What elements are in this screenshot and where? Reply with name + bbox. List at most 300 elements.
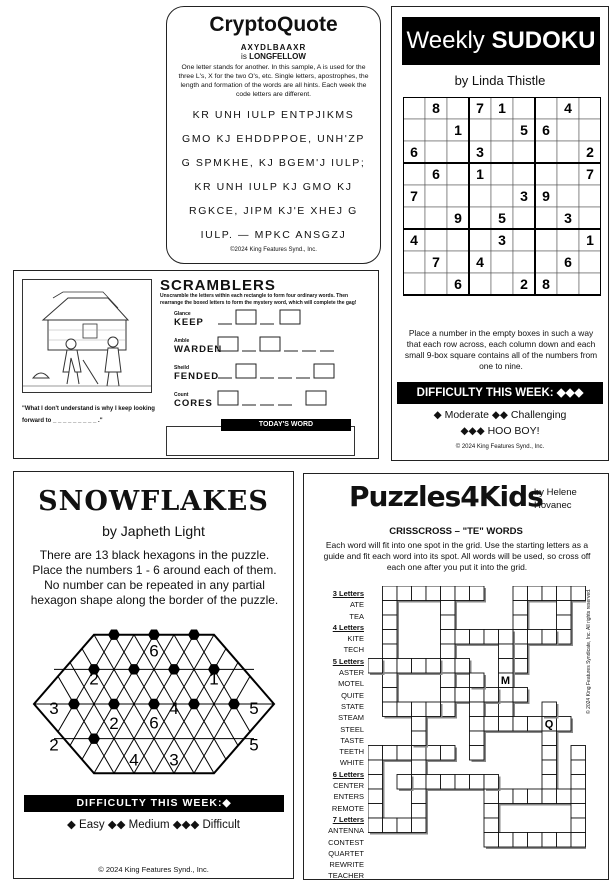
cryptoquote-description: One letter stands for another. In this sample, A is used for the three L's, X for the two O's, etc. Single letters, apostrophes, the length and formation of the words are all hints. Each week the code letters are different.: [178, 64, 369, 98]
crisscross-cell[interactable]: [441, 702, 458, 719]
sudoku-header: [402, 17, 600, 65]
crisscross-cell[interactable]: [412, 760, 429, 777]
crisscross-cell[interactable]: [470, 673, 487, 690]
sudoku-cell[interactable]: [535, 141, 557, 163]
sudoku-cell[interactable]: [425, 97, 447, 119]
snowflakes-copyright: © 2024 King Features Synd., Inc.: [98, 865, 209, 874]
crisscross-cell[interactable]: [412, 775, 429, 792]
crisscross-cell[interactable]: [426, 586, 443, 603]
crisscross-cell[interactable]: [499, 644, 516, 661]
crisscross-cell[interactable]: [542, 630, 559, 647]
snowflakes-description: There are 13 black hexagons in the puzzle. Place the numbers 1 - 6 around each of them. No number can be repeated in any partial hexagon shape along the border of the puzzle.: [30, 548, 279, 607]
snowflake-given-number: 2: [49, 735, 59, 755]
crisscross-given-letter: M: [500, 675, 511, 687]
sudoku-cell[interactable]: [447, 229, 469, 251]
crisscross-cell[interactable]: [412, 789, 429, 806]
sudoku-cell[interactable]: [491, 141, 513, 163]
crisscross-cell[interactable]: [383, 818, 400, 835]
word-list-item: KITE: [347, 634, 364, 644]
sudoku-cell[interactable]: [557, 97, 579, 119]
sudoku-cell[interactable]: [557, 163, 579, 185]
crisscross-cell[interactable]: [571, 775, 586, 792]
crisscross-cell[interactable]: [528, 833, 545, 850]
crisscross-cell[interactable]: [383, 688, 400, 705]
sudoku-cell[interactable]: [579, 185, 601, 207]
crisscross-cell[interactable]: [499, 717, 516, 734]
scramble-hint: Amble: [174, 338, 190, 344]
crisscross-cell[interactable]: [397, 586, 414, 603]
scramblers-panel: [13, 270, 379, 459]
scramble-hint: Glance: [174, 311, 191, 317]
crisscross-cell[interactable]: [571, 586, 586, 603]
cryptoquote-line: KR UNH IULP KJ GMO KJ: [194, 181, 353, 193]
snowflake-given-number: 2: [109, 714, 119, 733]
crisscross-cell[interactable]: [397, 659, 414, 676]
sudoku-cell[interactable]: [447, 273, 469, 295]
crisscross-description: Each word will fit into one spot in the grid. Use the starting letters as a guide and fit each word into its spot. All words will be used, so cross off each one after you put it into the grid.: [323, 540, 591, 572]
crisscross-cell[interactable]: [513, 644, 530, 661]
crisscross-cell[interactable]: [470, 731, 487, 748]
sudoku-cell[interactable]: [491, 229, 513, 251]
crisscross-cell[interactable]: [499, 789, 516, 806]
crisscross-cell[interactable]: [528, 630, 545, 647]
sudoku-cell[interactable]: [579, 251, 601, 273]
snowflakes-hex-grid[interactable]: [32, 622, 277, 792]
scramblers-title: SCRAMBLERS: [160, 277, 276, 294]
sudoku-cell[interactable]: [513, 251, 535, 273]
sudoku-cell[interactable]: [491, 251, 513, 273]
sudoku-cell[interactable]: [447, 141, 469, 163]
snowflake-given-number: 1: [209, 669, 219, 689]
crisscross-cell[interactable]: [441, 673, 458, 690]
puzzles4kids-side-note: © 2024 King Features Syndicate, Inc. All rights reserved.: [586, 588, 592, 714]
sudoku-cell[interactable]: [513, 97, 535, 119]
crisscross-cell[interactable]: [412, 586, 429, 603]
sudoku-cell[interactable]: [447, 185, 469, 207]
sudoku-cell[interactable]: [513, 141, 535, 163]
sudoku-cell[interactable]: [535, 273, 557, 295]
sudoku-cell[interactable]: [513, 185, 535, 207]
sudoku-given: 4: [410, 232, 418, 248]
sudoku-cell[interactable]: [491, 119, 513, 141]
sudoku-cell[interactable]: [535, 207, 557, 229]
crisscross-cell[interactable]: [412, 717, 429, 734]
crisscross-cell[interactable]: [441, 615, 458, 632]
word-list-item: TASTE: [340, 735, 364, 745]
crisscross-cell[interactable]: [368, 789, 385, 806]
cryptoquote-panel: [166, 6, 381, 264]
crisscross-cell[interactable]: [412, 804, 429, 821]
sudoku-cell[interactable]: [491, 97, 513, 119]
snowflakes-panel: [13, 471, 294, 879]
crisscross-cell[interactable]: [383, 615, 400, 632]
snowflake-given-number: 6: [149, 641, 159, 661]
sudoku-cell[interactable]: [557, 251, 579, 273]
sudoku-given: 9: [542, 188, 550, 204]
sudoku-given: 7: [586, 166, 594, 182]
snowflake-given-number: 3: [169, 750, 179, 770]
crisscross-cell[interactable]: [441, 644, 458, 661]
crisscross-cell[interactable]: [441, 746, 458, 763]
cryptoquote-sample-code: AXYDLBAAXR: [240, 43, 307, 52]
snowflake-given-number: 5: [249, 735, 259, 755]
sudoku-cell[interactable]: [447, 251, 469, 273]
crisscross-cell[interactable]: [470, 586, 487, 603]
sudoku-cell[interactable]: [579, 229, 601, 251]
crisscross-cell[interactable]: [368, 659, 385, 676]
crisscross-cell[interactable]: [455, 630, 472, 647]
sudoku-cell[interactable]: [557, 273, 579, 295]
crisscross-cell[interactable]: [571, 833, 586, 850]
sudoku-cell[interactable]: [403, 97, 425, 119]
word-list-item: TECH: [343, 645, 364, 655]
crisscross-cell[interactable]: [484, 789, 501, 806]
crisscross-cell[interactable]: [397, 746, 414, 763]
crisscross-cell[interactable]: [383, 659, 400, 676]
sudoku-given: 1: [476, 166, 484, 182]
scramble-word: KEEP: [174, 317, 204, 328]
sudoku-byline: by Linda Thistle: [454, 73, 546, 88]
crisscross-cell[interactable]: [528, 717, 545, 734]
crisscross-cell[interactable]: [571, 760, 586, 777]
crisscross-cell[interactable]: [513, 833, 530, 850]
crisscross-grid[interactable]: [368, 586, 586, 876]
crisscross-cell[interactable]: [368, 804, 385, 821]
cryptoquote-line: G SPMKHE, KJ BGEM'J IULP;: [181, 157, 366, 169]
crisscross-word-list: [310, 588, 364, 882]
crisscross-cell[interactable]: [426, 702, 443, 719]
crisscross-cell[interactable]: [542, 746, 559, 763]
crisscross-cell[interactable]: [542, 702, 559, 719]
crisscross-cell[interactable]: [513, 586, 530, 603]
scramble-hint: Sheild: [174, 365, 190, 371]
sudoku-given: 8: [432, 100, 440, 116]
sudoku-cell[interactable]: [579, 207, 601, 229]
crisscross-cell[interactable]: [441, 586, 458, 603]
sudoku-given: 6: [542, 122, 550, 138]
crisscross-cell[interactable]: [499, 833, 516, 850]
puzzles4kids-byline: by Helene Hovanec: [534, 487, 577, 511]
crisscross-cell[interactable]: [470, 746, 487, 763]
scramblers-caption: "What I don't understand is why I keep looking forward to _ _ _ _ _ _ _ _ _ .": [22, 406, 155, 424]
sudoku-cell[interactable]: [491, 185, 513, 207]
crisscross-cell[interactable]: [397, 702, 414, 719]
sudoku-cell[interactable]: [579, 119, 601, 141]
word-list-item: STEEL: [340, 724, 364, 734]
sudoku-given: 6: [564, 254, 572, 270]
sudoku-cell[interactable]: [425, 251, 447, 273]
crisscross-cell[interactable]: [368, 760, 385, 777]
crisscross-cell[interactable]: [397, 775, 414, 792]
crisscross-cell[interactable]: [513, 717, 530, 734]
crisscross-cell[interactable]: [455, 586, 472, 603]
crisscross-cell[interactable]: [542, 775, 559, 792]
crisscross-cell[interactable]: [484, 630, 501, 647]
crisscross-cell[interactable]: [383, 644, 400, 661]
crisscross-cell[interactable]: [557, 615, 574, 632]
crisscross-cell[interactable]: [484, 717, 501, 734]
word-list-item: WHITE: [339, 758, 364, 768]
sudoku-panel: [391, 6, 609, 461]
snowflake-given-number: 2: [89, 669, 99, 689]
crisscross-cell[interactable]: [528, 586, 545, 603]
crisscross-cell[interactable]: [441, 601, 458, 618]
sudoku-title-light: Weekly: [406, 27, 492, 54]
crisscross-cell[interactable]: [470, 630, 487, 647]
sudoku-given: 4: [476, 254, 484, 270]
crisscross-cell[interactable]: [484, 688, 501, 705]
word-group-header: 6 Letters: [332, 769, 364, 779]
sudoku-cell[interactable]: [557, 119, 579, 141]
sudoku-cell[interactable]: [469, 119, 491, 141]
crisscross-cell[interactable]: [470, 775, 487, 792]
crisscross-cell[interactable]: [542, 760, 559, 777]
snowflakes-title: SNOWFLAKES: [38, 486, 269, 517]
word-list-item: REMOTE: [331, 803, 364, 813]
crisscross-cell[interactable]: [412, 731, 429, 748]
crisscross-cell[interactable]: [383, 601, 400, 618]
sudoku-cell[interactable]: [403, 141, 425, 163]
word-list-item: ENTERS: [333, 792, 364, 802]
sudoku-cell[interactable]: [513, 207, 535, 229]
cryptoquote-copyright: ©2024 King Features Synd., Inc.: [230, 247, 317, 253]
snowflake-given-number: 4: [129, 750, 139, 770]
crisscross-cell[interactable]: [470, 702, 487, 719]
snowflakes-levels: ◆ Easy ◆◆ Medium ◆◆◆ Difficult: [67, 819, 240, 831]
cryptoquote-line: IULP. — MPKC ANSGZJ: [200, 229, 347, 241]
sudoku-given: 1: [586, 232, 594, 248]
scramble-word: CORES: [174, 398, 213, 409]
crisscross-cell[interactable]: [499, 659, 516, 676]
crisscross-cell[interactable]: [528, 789, 545, 806]
crisscross-given-letter: Q: [544, 718, 554, 731]
sudoku-cell[interactable]: [579, 97, 601, 119]
sudoku-cell[interactable]: [469, 251, 491, 273]
sudoku-title-bold: SUDOKU: [491, 27, 596, 54]
crisscross-cell[interactable]: [557, 601, 574, 618]
crisscross-cell[interactable]: [484, 775, 501, 792]
cryptoquote-line: GMO KJ EHDDPPOE, UNH'ZP: [182, 133, 365, 145]
crisscross-cell[interactable]: [426, 659, 443, 676]
sudoku-cell[interactable]: [469, 163, 491, 185]
sudoku-cell[interactable]: [403, 229, 425, 251]
sudoku-cell[interactable]: [513, 273, 535, 295]
crisscross-cell[interactable]: [499, 688, 516, 705]
sudoku-given: 6: [454, 276, 462, 292]
puzzles4kids-panel: [303, 473, 609, 880]
scramble-word: FENDED: [174, 371, 220, 382]
sudoku-cell[interactable]: [425, 273, 447, 295]
snowflake-given-number: 4: [169, 699, 179, 718]
sudoku-cell[interactable]: [491, 207, 513, 229]
sudoku-cell[interactable]: [469, 185, 491, 207]
sudoku-cell[interactable]: [579, 163, 601, 185]
sudoku-difficulty: DIFFICULTY THIS WEEK: ◆◆◆: [397, 382, 603, 404]
crisscross-cell[interactable]: [455, 688, 472, 705]
word-list-item: QUITE: [341, 690, 364, 700]
sudoku-cell[interactable]: [403, 185, 425, 207]
crisscross-cell[interactable]: [571, 818, 586, 835]
word-list-item: STATE: [340, 701, 364, 711]
crisscross-cell[interactable]: [455, 775, 472, 792]
sudoku-cell[interactable]: [557, 185, 579, 207]
sudoku-cell[interactable]: [425, 119, 447, 141]
sudoku-cell[interactable]: [579, 273, 601, 295]
word-list-item: TEACHER: [328, 871, 364, 881]
crisscross-cell[interactable]: [426, 775, 443, 792]
word-list-item: CONTEST: [328, 837, 364, 847]
sudoku-cell[interactable]: [513, 229, 535, 251]
word-list-item: STEAM: [338, 713, 364, 723]
scramble-answer-boxes[interactable]: [216, 309, 376, 419]
sudoku-cell[interactable]: [535, 119, 557, 141]
sudoku-cell[interactable]: [513, 119, 535, 141]
sudoku-cell[interactable]: [535, 185, 557, 207]
crisscross-cell[interactable]: [484, 833, 501, 850]
sudoku-cell[interactable]: [513, 163, 535, 185]
crisscross-cell[interactable]: [397, 818, 414, 835]
crisscross-cell[interactable]: [542, 586, 559, 603]
puzzles4kids-logo: Puzzles4Kids: [349, 480, 543, 513]
crisscross-cell[interactable]: [383, 702, 400, 719]
crisscross-cell[interactable]: [368, 746, 385, 763]
scramblers-cartoon-image: [22, 279, 152, 393]
crisscross-subtitle: CRISSCROSS – "TE" WORDS: [389, 526, 523, 537]
crisscross-cell[interactable]: [383, 673, 400, 690]
sudoku-cell[interactable]: [425, 163, 447, 185]
sudoku-copyright: © 2024 King Features Synd., Inc.: [455, 444, 545, 450]
sudoku-cell[interactable]: [469, 229, 491, 251]
todays-word-label: TODAY'S WORD: [221, 419, 351, 431]
crisscross-cell[interactable]: [412, 702, 429, 719]
crisscross-cell[interactable]: [470, 688, 487, 705]
sudoku-cell[interactable]: [447, 163, 469, 185]
crisscross-cell[interactable]: [412, 659, 429, 676]
sudoku-cell[interactable]: [535, 97, 557, 119]
crisscross-cell[interactable]: [412, 818, 429, 835]
sudoku-cell[interactable]: [557, 141, 579, 163]
crisscross-cell[interactable]: [557, 717, 574, 734]
sudoku-given: 9: [454, 210, 462, 226]
crisscross-cell[interactable]: [542, 789, 559, 806]
sudoku-cell[interactable]: [447, 207, 469, 229]
word-list-item: TEA: [349, 611, 364, 621]
sudoku-given: 3: [564, 210, 572, 226]
crisscross-cell[interactable]: [383, 630, 400, 647]
sudoku-given: 3: [520, 188, 528, 204]
crisscross-cell[interactable]: [513, 630, 530, 647]
sudoku-cell[interactable]: [491, 163, 513, 185]
sudoku-given: 7: [432, 254, 440, 270]
sudoku-given: 5: [520, 122, 528, 138]
cryptoquote-sample-word: LONGFELLOW: [249, 52, 306, 61]
sudoku-cell[interactable]: [469, 273, 491, 295]
crisscross-cell[interactable]: [513, 789, 530, 806]
crisscross-cell[interactable]: [470, 717, 487, 734]
word-list-item: QUARTET: [328, 848, 364, 858]
crisscross-cell[interactable]: [557, 586, 574, 603]
word-list-item: ASTER: [338, 668, 364, 678]
crisscross-cell[interactable]: [571, 804, 586, 821]
sudoku-cell[interactable]: [535, 163, 557, 185]
crisscross-cell[interactable]: [383, 586, 400, 603]
snowflake-given-number: 6: [149, 713, 159, 733]
crisscross-cell[interactable]: [513, 601, 530, 618]
crisscross-cell[interactable]: [513, 659, 530, 676]
crisscross-cell[interactable]: [368, 818, 385, 835]
sudoku-cell[interactable]: [403, 119, 425, 141]
snowflakes-byline: by Japheth Light: [102, 523, 205, 539]
sudoku-cell[interactable]: [557, 229, 579, 251]
sudoku-cell[interactable]: [557, 207, 579, 229]
crisscross-cell[interactable]: [441, 659, 458, 676]
sudoku-given: 4: [564, 100, 572, 116]
word-list-item: TEETH: [339, 747, 364, 757]
sudoku-given: 5: [498, 210, 506, 226]
sudoku-cell[interactable]: [469, 207, 491, 229]
crisscross-cell[interactable]: [383, 746, 400, 763]
word-group-header: 7 Letters: [332, 814, 364, 824]
crisscross-cell[interactable]: [368, 775, 385, 792]
sudoku-cell[interactable]: [425, 207, 447, 229]
sudoku-cell[interactable]: [403, 273, 425, 295]
crisscross-cell[interactable]: [513, 615, 530, 632]
crisscross-cell[interactable]: [571, 789, 586, 806]
sudoku-cell[interactable]: [447, 119, 469, 141]
sudoku-cell[interactable]: [425, 141, 447, 163]
sudoku-cell[interactable]: [403, 207, 425, 229]
word-list-item: MOTEL: [338, 679, 364, 689]
crisscross-cell[interactable]: [441, 775, 458, 792]
sudoku-cell[interactable]: [403, 251, 425, 273]
sudoku-cell[interactable]: [535, 229, 557, 251]
sudoku-cell[interactable]: [447, 97, 469, 119]
crisscross-cell[interactable]: [426, 746, 443, 763]
sudoku-grid[interactable]: [403, 97, 601, 317]
crisscross-cell[interactable]: [484, 818, 501, 835]
scramble-word: WARDEN: [174, 344, 223, 355]
crisscross-cell[interactable]: [557, 789, 574, 806]
sudoku-given: 3: [476, 144, 484, 160]
sudoku-cell[interactable]: [579, 141, 601, 163]
word-list-item: REWRITE: [329, 860, 364, 870]
crisscross-cell[interactable]: [441, 630, 458, 647]
sudoku-cell[interactable]: [535, 251, 557, 273]
sudoku-given: 2: [586, 144, 594, 160]
sudoku-levels-2: ◆◆◆ HOO BOY!: [460, 425, 540, 437]
sudoku-cell[interactable]: [469, 141, 491, 163]
crisscross-cell[interactable]: [557, 833, 574, 850]
crisscross-cell[interactable]: [571, 746, 586, 763]
sudoku-cell[interactable]: [491, 273, 513, 295]
crisscross-cell[interactable]: [557, 630, 574, 647]
sudoku-given: 2: [520, 276, 528, 292]
crisscross-cell[interactable]: [542, 731, 559, 748]
sudoku-cell[interactable]: [425, 185, 447, 207]
snowflake-given-number: 3: [49, 699, 59, 718]
crisscross-cell[interactable]: [441, 688, 458, 705]
crisscross-cell[interactable]: [412, 746, 429, 763]
crisscross-cell[interactable]: [484, 804, 501, 821]
sudoku-cell[interactable]: [403, 163, 425, 185]
crisscross-cell[interactable]: [542, 833, 559, 850]
crisscross-cell[interactable]: [499, 702, 516, 719]
crisscross-cell[interactable]: [455, 659, 472, 676]
sudoku-cell[interactable]: [425, 229, 447, 251]
sudoku-cell[interactable]: [469, 97, 491, 119]
crisscross-cell[interactable]: [499, 630, 516, 647]
crisscross-cell[interactable]: [513, 688, 530, 705]
